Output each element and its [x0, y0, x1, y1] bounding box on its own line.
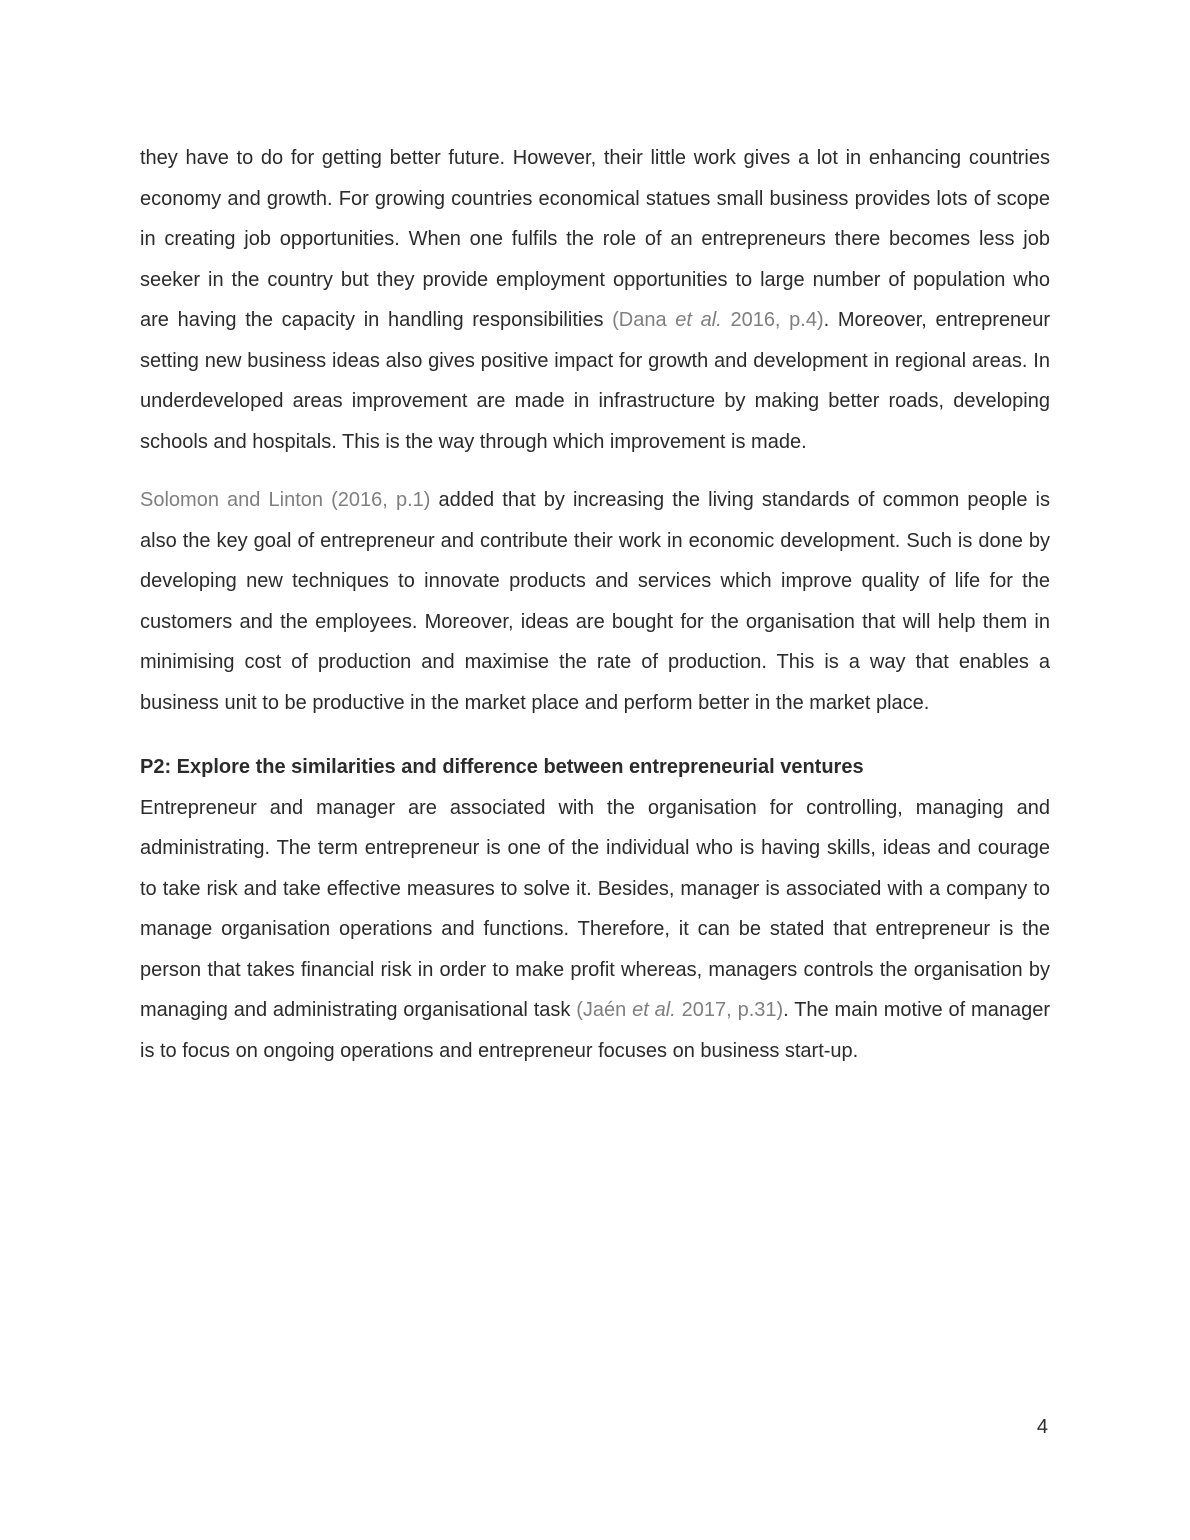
citation-run: 2017, p.31): [675, 999, 784, 1021]
citation-run: (Dana: [612, 309, 676, 331]
text-run: . The main motive of manager is to focus on ongoing operations and entrepreneur focuses on business start-up.: [140, 999, 1050, 1062]
paragraph-small-business-impact: [140, 138, 1050, 462]
paragraph-entrepreneur-vs-manager: [140, 788, 1050, 1072]
text-run: . Moreover, entrepreneur setting new business ideas also gives positive impact for growth and development in regional areas. In underdeveloped areas improvement are made in infrastructure by making better roads, developing schools and hospitals. This is the way through which improvement is made.: [140, 309, 1051, 453]
page-number: 4: [1036, 1416, 1048, 1438]
paragraph-living-standards: [140, 480, 1050, 723]
text-run: Entrepreneur and manager are associated with the organisation for controlling, managing and administrating. The term entrepreneur is one of the individual who is having skills, ideas and courage to take risk and take effective measures to solve it. Besides, manager is associated with a company to manage organisation operations and functions. Therefore, it can be stated that entrepreneur is the person that takes financial risk in order to make profit whereas, managers controls the organisation by managing and administrating organisational task: [140, 796, 1050, 1021]
text-run: added that by increasing the living standards of common people is also the key goal of entrepreneur and contribute their work in economic development. Such is done by developing new techniques to innovate products and services which improve quality of life for the customers and the employees. Moreover, ideas are bought for the organisation that will help them in minimising cost of production and maximise the rate of production. This is a way that enables a business unit to be productive in the market place and perform better in the market place.: [140, 489, 1050, 714]
citation-run: et al.: [632, 999, 676, 1021]
citation-run: et al.: [675, 309, 722, 331]
text-run: they have to do for getting better future. However, their little work gives a lot in enhancing countries economy and growth. For growing countries economical statues small business provides lots of scope in creating job opportunities. When one fulfils the role of an entrepreneurs there becomes less job seeker in the country but they provide employment opportunities to large number of population who are having the capacity in handling responsibilities: [140, 147, 1050, 331]
citation-run: (Jaén: [576, 999, 633, 1021]
citation-run: Solomon and Linton (2016, p.1): [140, 489, 431, 511]
citation-run: 2016, p.4): [721, 309, 824, 331]
text-run: P2: Explore the similarities and difference between entrepreneurial ventures: [140, 756, 864, 778]
section-heading-p2: [140, 747, 1050, 788]
document-body: [140, 138, 1050, 1089]
